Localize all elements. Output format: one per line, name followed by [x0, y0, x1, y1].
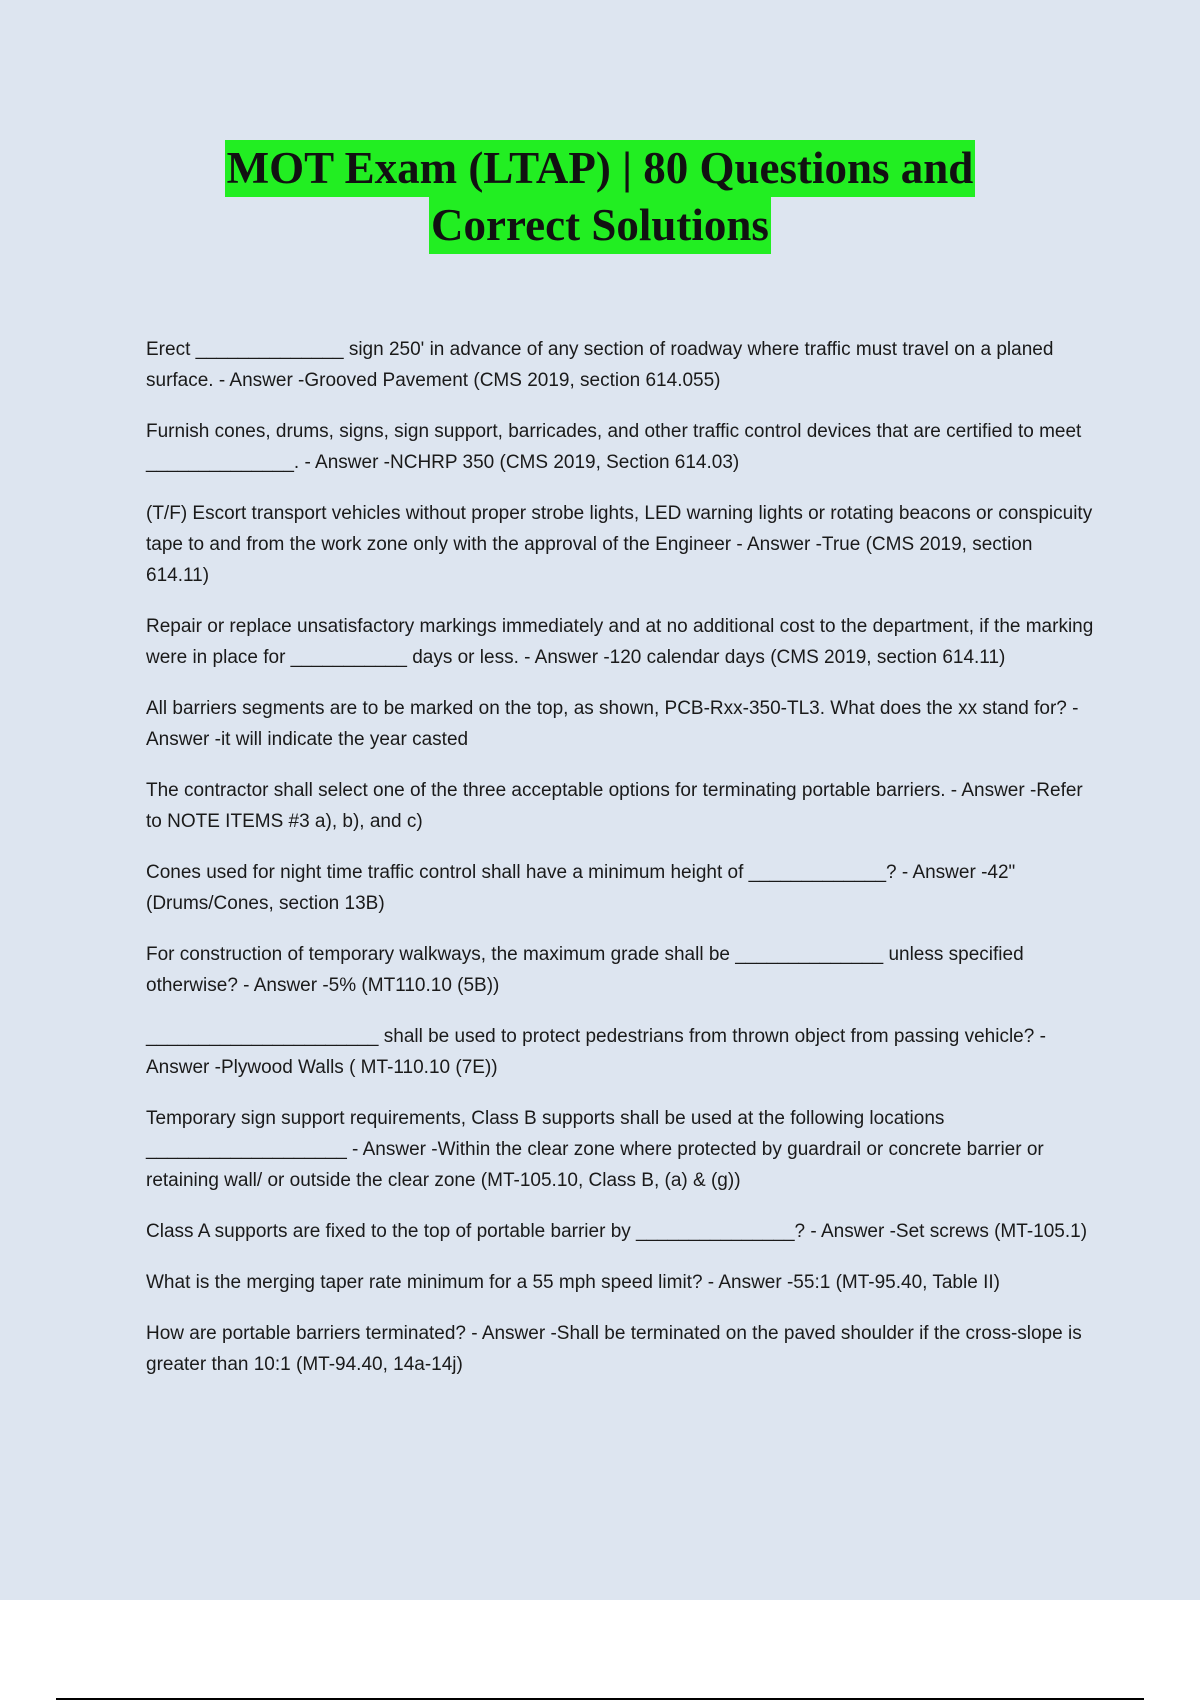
qa-item: ______________________ shall be used to protect pedestrians from thrown object from passing vehicle? - Answer -Plywood Walls ( MT-110.10 (7E))	[146, 1026, 1046, 1078]
qa-item: The contractor shall select one of the three acceptable options for terminating portable barriers. - Answer -Refer to NOTE ITEMS #3 a), b), and c)	[146, 780, 1083, 832]
qa-item: For construction of temporary walkways, the maximum grade shall be ______________ unless specified otherwise? - Answer -5% (MT110.10 (5B))	[146, 944, 1024, 996]
qa-item: Furnish cones, drums, signs, sign support, barricades, and other traffic control devices that are certified to meet ______________. - Answer -NCHRP 350 (CMS 2019, Section 614.03)	[146, 421, 1082, 473]
qa-item: How are portable barriers terminated? - Answer -Shall be terminated on the paved shoulder if the cross-slope is greater than 10:1 (MT-94.40, 14a-14j)	[146, 1323, 1082, 1375]
qa-item: Class A supports are fixed to the top of portable barrier by _______________? - Answer -Set screws (MT-105.1)	[146, 1221, 1088, 1242]
qa-item: All barriers segments are to be marked on the top, as shown, PCB-Rxx-350-TL3. What does the xx stand for? - Answer -it will indicate the year casted	[146, 698, 1079, 750]
title-line-1: MOT Exam (LTAP) | 80 Questions and	[225, 140, 976, 197]
document-title	[0, 140, 1200, 254]
qa-item: What is the merging taper rate minimum for a 55 mph speed limit? - Answer -55:1 (MT-95.40, Table II)	[146, 1272, 1000, 1293]
qa-item: Repair or replace unsatisfactory markings immediately and at no additional cost to the department, if the marking were in place for ___________ days or less. - Answer -120 calendar days (CMS 2019, section 614.11)	[146, 616, 1094, 668]
qa-item: Cones used for night time traffic control shall have a minimum height of _____________? - Answer -42" (Drums/Cones, section 13B)	[146, 862, 1016, 914]
qa-item: (T/F) Escort transport vehicles without proper strobe lights, LED warning lights or rotating beacons or conspicuity tape to and from the work zone only with the approval of the Engineer - Answer -True (CMS 2019, section 614.11)	[146, 503, 1093, 586]
qa-item: Erect ______________ sign 250' in advance of any section of roadway where traffic must travel on a planed surface. - Answer -Grooved Pavement (CMS 2019, section 614.055)	[146, 339, 1054, 391]
question-answer-list	[146, 334, 1096, 1400]
title-line-2: Correct Solutions	[429, 197, 771, 254]
qa-item: Temporary sign support requirements, Class B supports shall be used at the following locations ___________________ - Answer -Within the clear zone where protected by guardrail or concrete barrier or retaining wall/ or outside the clear zone (MT-105.10, Class B, (a) & (g))	[146, 1108, 1044, 1191]
